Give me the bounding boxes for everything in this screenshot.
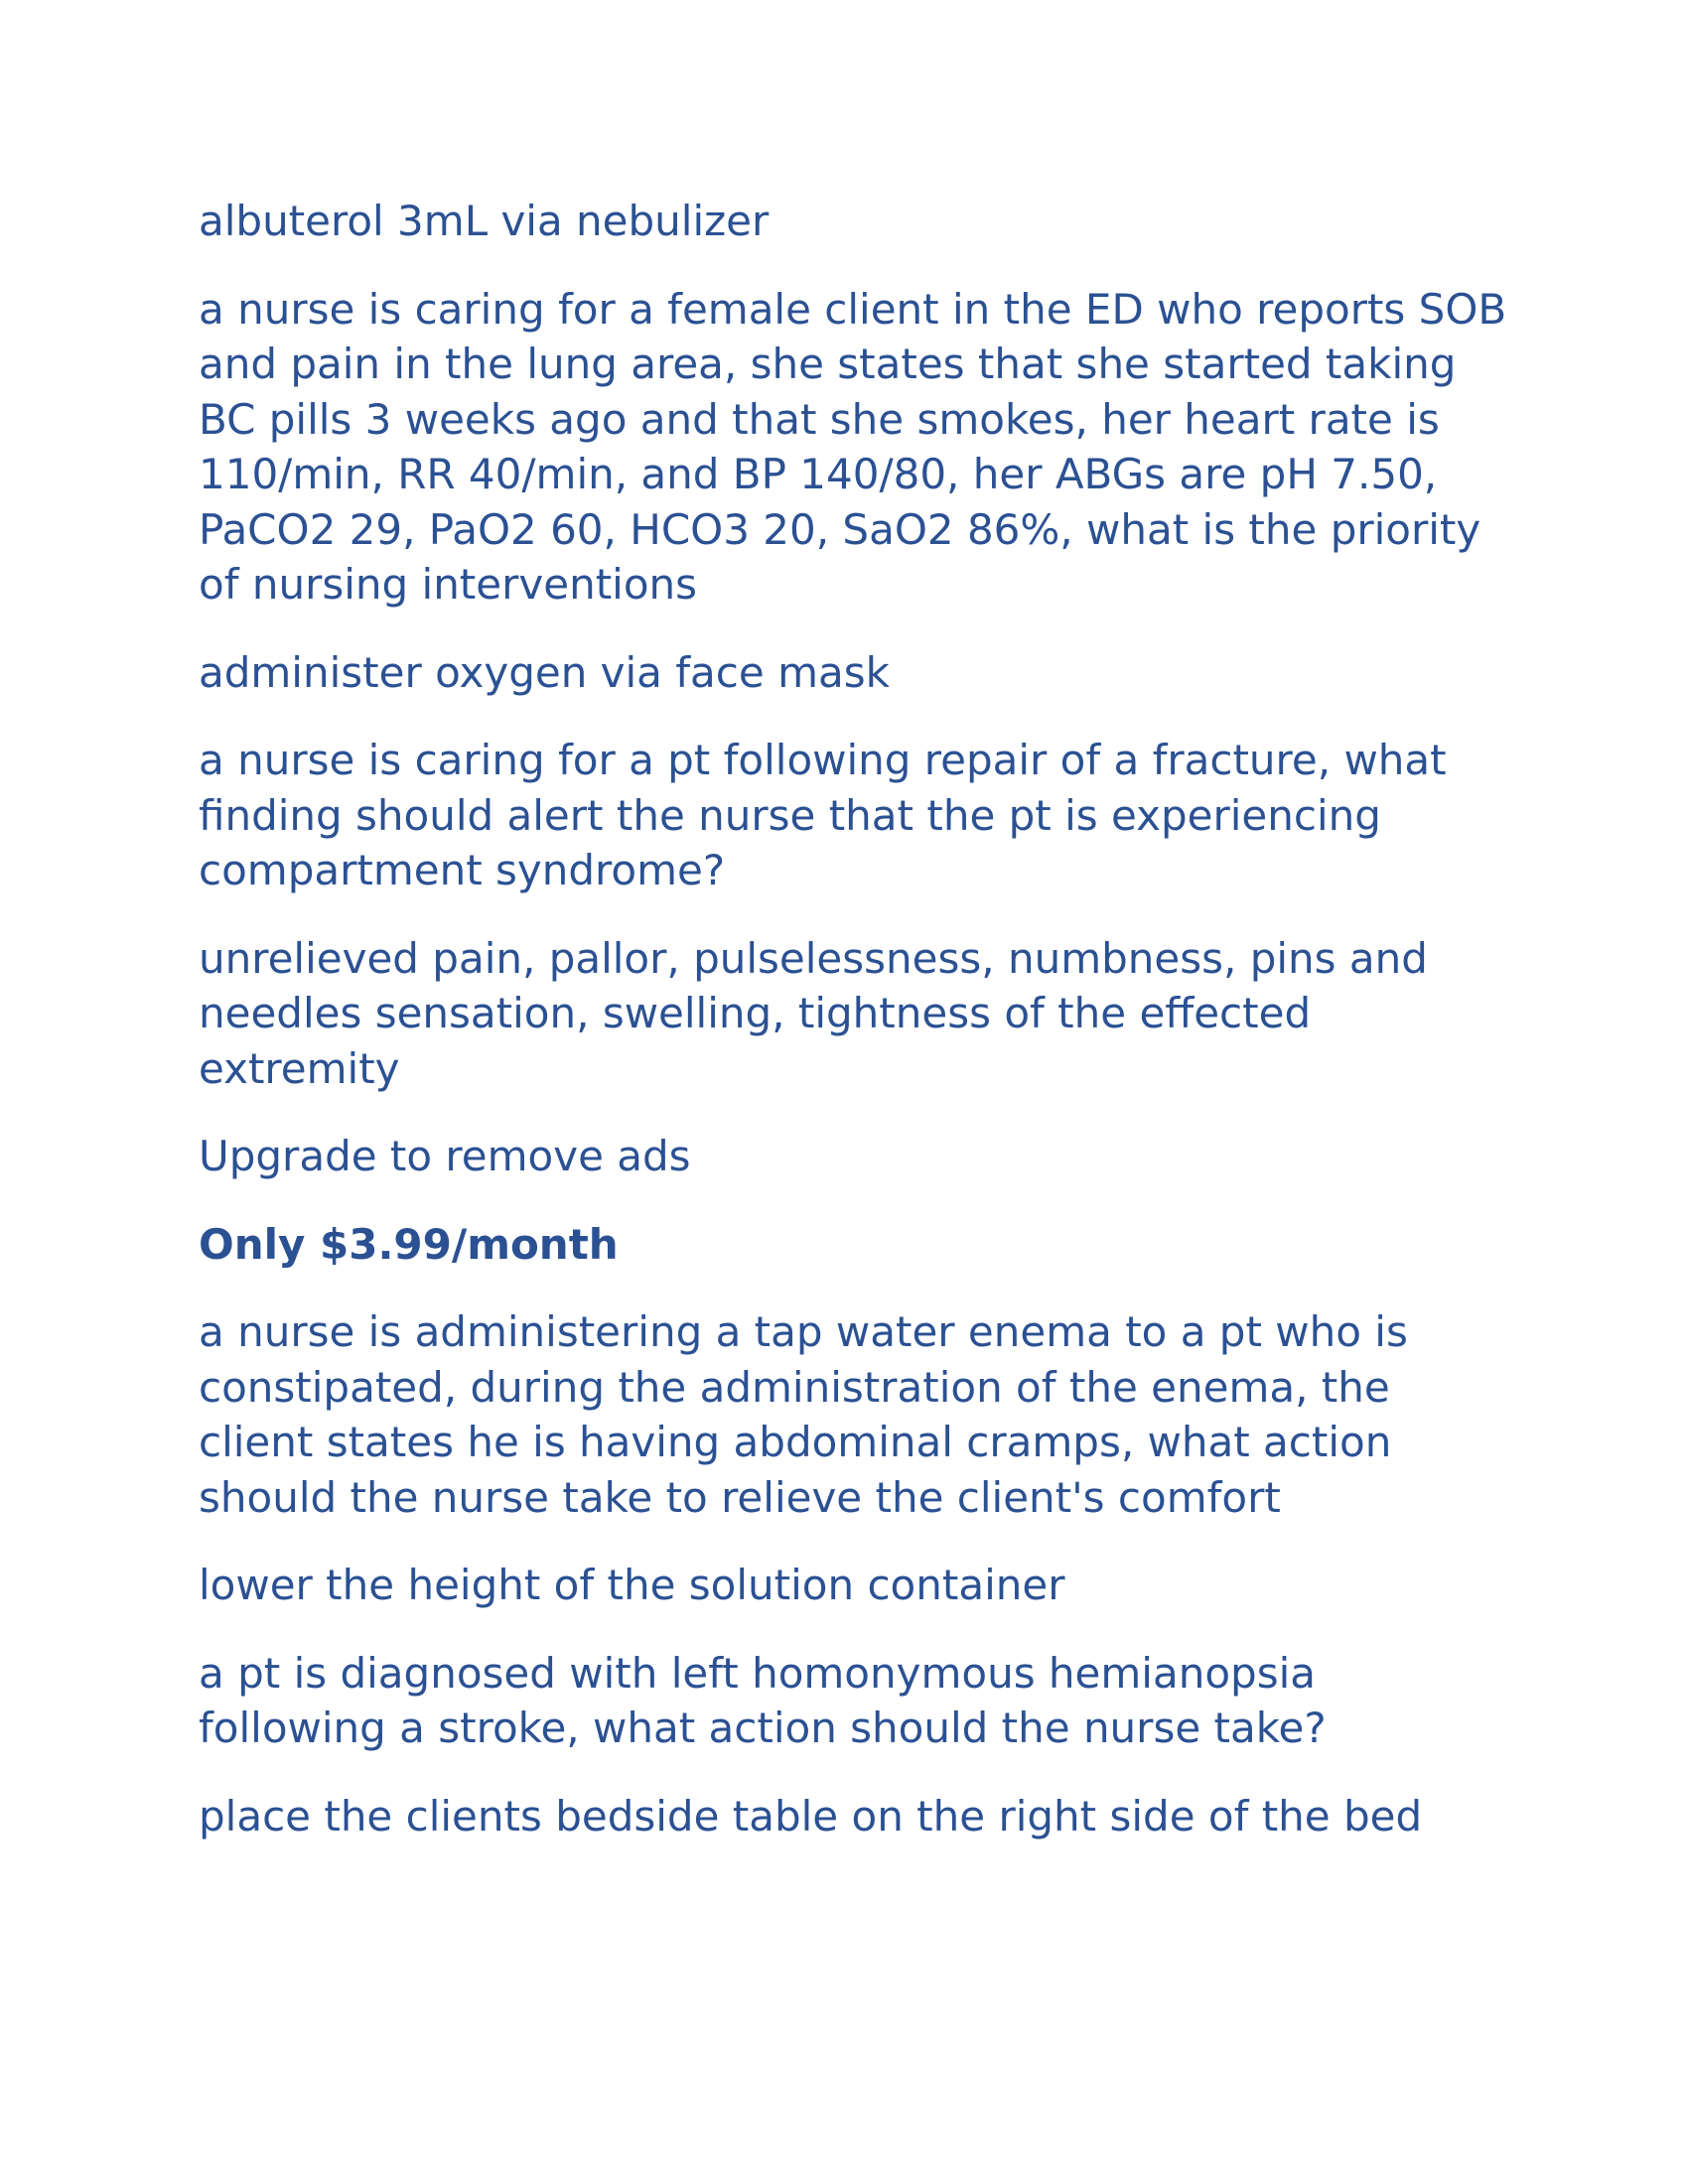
upgrade-price-text: Only $3.99/month (199, 1219, 619, 1269)
answer-text: place the clients bedside table on the right side of the bed (199, 1791, 1423, 1841)
answer-text: administer oxygen via face mask (199, 647, 890, 697)
question-text: a pt is diagnosed with left homonymous hemianopsia following a stroke, what action should the nurse take? (199, 1648, 1327, 1752)
question-text: a nurse is caring for a pt following repair of a fracture, what ﬁnding should alert the nurse that the pt is experiencing compartment syndrome? (199, 736, 1447, 894)
answer-text: unrelieved pain, pallor, pulselessness, numbness, pins and needles sensation, swelling, tightness of the eﬀected extremity (199, 933, 1428, 1093)
question-text: a nurse is administering a tap water enema to a pt who is constipated, during the administration of the enema, the client states he is having abdominal cramps, what action should the nurse take to relieve the client's comfort (199, 1307, 1408, 1522)
upgrade-ad-text: Upgrade to remove ads (199, 1132, 691, 1180)
answer-text: albuterol 3mL via nebulizer (199, 197, 770, 245)
answer-text: lower the height of the solution container (199, 1561, 1065, 1609)
question-text: a nurse is caring for a female client in the ED who reports SOB and pain in the lung area, she states that she started taking BC pills 3 weeks ago and that she smokes, her heart rate is 110/min, RR 40/min, and BP 140/80, her ABGs are pH 7.50, PaCO2 29, PaO2 60, HCO3 20, SaO2 86%, what is the priority of nursing interventions (199, 284, 1507, 609)
document-page (199, 194, 1509, 1876)
